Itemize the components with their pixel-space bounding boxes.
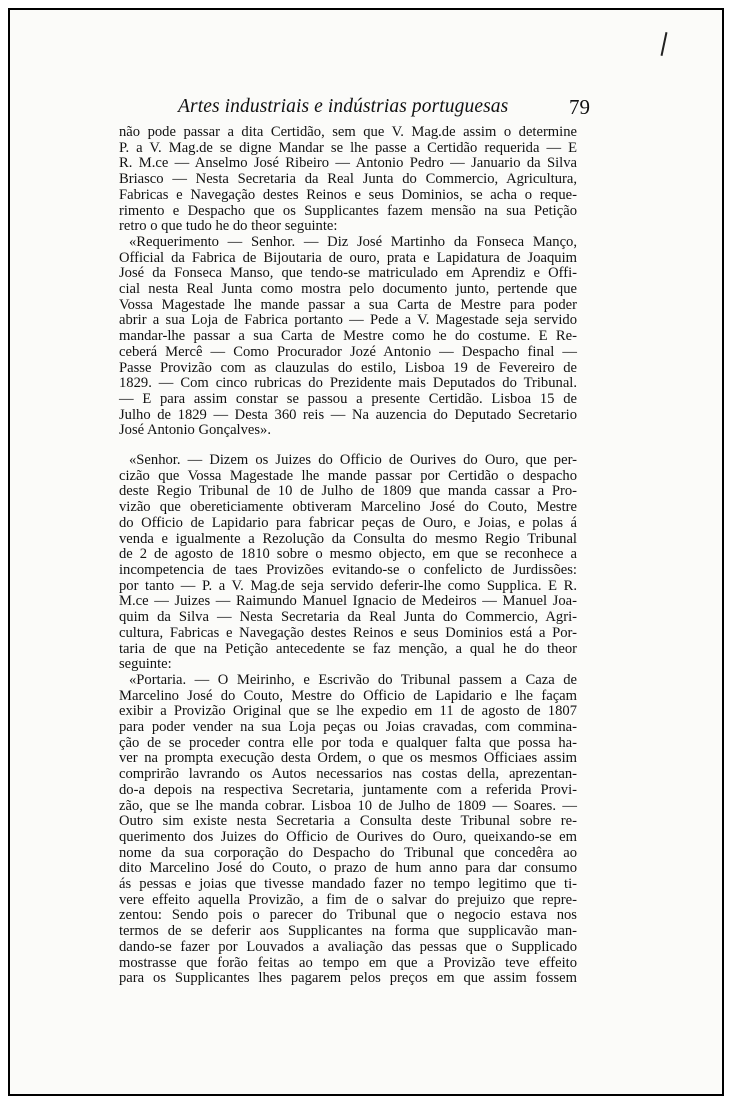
text-line: querimento dos Juizes do Officio de Ourives do Ouro, queixando-se em (119, 828, 577, 845)
running-title: Artes industriais e indústrias portuguesas (178, 96, 509, 117)
text-line: para poder vender na sua Loja peças ou Joias cravadas, com commina- (119, 719, 577, 736)
text-line: quim da Silva — Nesta Secretaria da Real Junta do Commercio, Agri- (119, 609, 577, 626)
text-line: ção de se proceder contra elle por toda e qualquer falta que possa ha- (119, 734, 577, 751)
text-line: José Antonio Gonçalves». (119, 422, 272, 439)
text-line: seguinte: (119, 656, 172, 673)
text-line: cizão que Vossa Magestade lhe mande passar por Certidão o despacho (119, 467, 577, 484)
text-line: — E para assim constar se passou a presente Certidão. Lisboa 15 de (119, 390, 577, 407)
text-line: incompetencia de taes Provizões evitando-se o confelicto de Jurdissões: (119, 561, 577, 578)
text-line: José da Fonseca Manso, que tendo-se matriculado em Aprendiz e Offi- (119, 265, 577, 282)
text-line: taria de que na Petição antecedente se faz menção, a qual he do theor (119, 640, 577, 657)
text-line: M.ce — Juizes — Raimundo Manuel Ignacio de Medeiros — Manuel Joa- (119, 593, 577, 610)
text-line: Marcelino José do Couto, Mestre do Officio de Lapidario e lhe façam (119, 687, 577, 704)
text-line: «Senhor. — Dizem os Juizes do Officio de Ourives do Ouro, que per- (129, 452, 577, 469)
text-line: zão, que se lhe manda cobrar. Lisboa 10 de Julho de 1809 — Soares. — (119, 797, 577, 814)
margin-mark (661, 32, 668, 56)
text-line: Fabricas e Navegação destes Reinos e seus Dominios, se acha o reque- (119, 186, 577, 203)
text-line: dando-se fazer por Louvados a avaliação das pessas que o Supplicado (119, 938, 577, 955)
paragraph-3 (119, 453, 577, 673)
text-line: mandar-lhe passar a sua Carta de Mestre como he do costume. E Re- (119, 328, 577, 345)
text-line: para os Supplicantes lhes pagarem pelos preços em que assim fossem (119, 970, 577, 987)
paragraph-2 (119, 235, 577, 439)
text-line: ver na prompta execução desta Ordem, o que os mesmos Officiaes assim (119, 750, 577, 767)
page-header (112, 96, 590, 124)
text-line: ceberá Mercê — Como Procurador Jozé Antonio — Despacho final — (119, 343, 577, 360)
text-line: vizão que obereticiamente obtiveram Marcelino José do Couto, Mestre (119, 499, 577, 516)
text-line: do Officio de Lapidario para fabricar peças de Ouro, e Joias, e polas á (119, 514, 577, 531)
text-line: abrir a sua Loja de Fabrica portanto — Pede a V. Magestade seja servido (119, 312, 577, 329)
text-line: Vossa Magestade lhe mande passar a sua Carta de Mestre para poder (119, 296, 577, 313)
text-line: «Portaria. — O Meirinho, e Escrivão do Tribunal passem a Caza de (129, 671, 577, 688)
text-line: rimento e Despacho que os Supplicantes fazem mensão na sua Petição (119, 202, 577, 219)
text-line: de 2 de agosto de 1810 sobre o mesmo objecto, em que se reconhece a (119, 546, 577, 563)
text-line: vere effeito aquella Provizão, a fim de o salvar do prejuizo que repre- (119, 891, 577, 908)
paragraph-4 (119, 673, 577, 987)
text-line: 1829. — Com cinco rubricas do Prezidente mais Deputados do Tribunal. (119, 375, 577, 392)
text-line: cial nesta Real Junta como mostra pelo documento junto, pertende que (119, 281, 577, 298)
text-line: mostrasse que forão feitas ao tempo em que a Provizão teve effeito (119, 954, 577, 971)
text-line: venda e igualmente a Rezolução da Consulta do mesmo Regio Tribunal (119, 530, 577, 547)
text-line: comprirão lavrando os Autos necessarios nas costas della, aprezentan- (119, 766, 577, 783)
text-line: termos de se deferir aos Supplicantes na forma que supplicavão man- (119, 923, 577, 940)
text-line: R. M.ce — Anselmo José Ribeiro — Antonio Pedro — Januario da Silva (119, 155, 577, 172)
text-line: Julho de 1829 — Desta 360 reis — Na auzencia do Deputado Secretario (119, 406, 577, 423)
text-line: dito Marcelino José do Couto, o prazo de hum anno para dar consumo (119, 860, 577, 877)
text-line: ás pessas e joias que tivesse mandado fazer no tempo legitimo que ti- (119, 876, 577, 893)
text-line: Official da Fabrica de Bijoutaria de ouro, prata e Lapidatura de Joaquim (119, 249, 577, 266)
text-line: Outro sim existe nesta Secretaria a Consulta deste Tribunal sobre re- (119, 813, 577, 830)
text-line: P. a V. Mag.de se digne Mandar se lhe passe a Certidão requerida — E (119, 139, 577, 156)
text-line: «Requerimento — Senhor. — Diz José Martinho da Fonseca Manço, (129, 233, 577, 250)
text-line: cultura, Fabricas e Navegação destes Reinos e seus Dominios está a Por- (119, 624, 577, 641)
paragraph-1 (119, 125, 577, 235)
text-line: retro o que tudo he do theor seguinte: (119, 218, 338, 235)
text-line: por tanto — P. a V. Mag.de seja servido deferir-lhe como Supplica. E R. (119, 577, 577, 594)
text-line: Briasco — Nesta Secretaria da Real Junta do Commercio, Agricultura, (119, 171, 577, 188)
text-line: nome da sua corporação do Despacho do Tribunal que concedêra ao (119, 844, 577, 861)
body-text (119, 125, 577, 987)
text-line: Passe Provizão com as clauzulas do estilo, Lisboa 19 de Fevereiro de (119, 359, 577, 376)
page-number: 79 (569, 95, 590, 119)
text-line: deste Regio Tribunal de 10 de Julho de 1809 que manda cassar a Pro- (119, 483, 577, 500)
text-line: do-a depois na respectiva Secretaria, juntamente com a referida Provi- (119, 781, 577, 798)
text-line: não pode passar a dita Certidão, sem que V. Mag.de assim o determine (119, 124, 577, 140)
paragraph-gap (119, 439, 577, 453)
text-line: zentou: Sendo pois o parecer do Tribunal que o negocio estava nos (119, 907, 577, 924)
text-line: exibir a Provizão Original que se lhe expedio em 11 de agosto de 1807 (119, 703, 577, 720)
